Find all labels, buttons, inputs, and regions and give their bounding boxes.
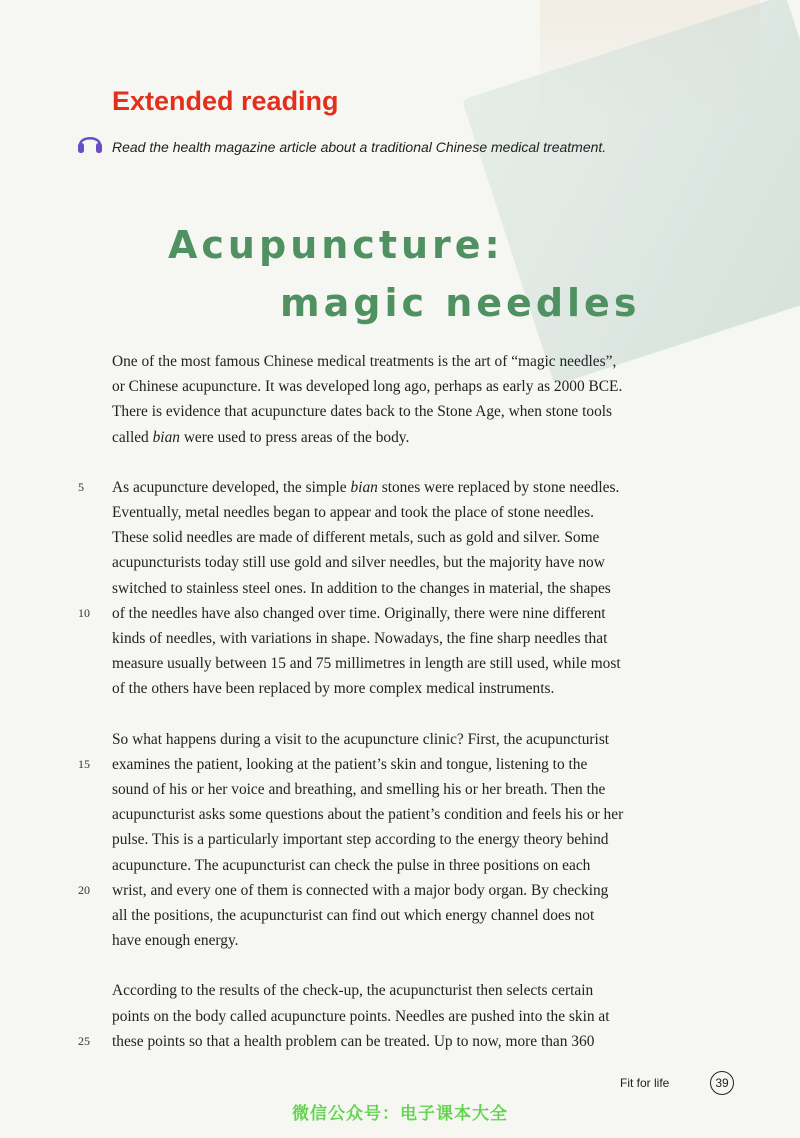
text-segment: acupuncturists today still use gold and silver needles, but the majority have now <box>112 554 605 572</box>
text-line <box>112 1004 682 1029</box>
text-segment: So what happens during a visit to the acupuncture clinic? First, the acupuncturist <box>112 730 610 748</box>
text-line <box>112 676 682 701</box>
article-paragraph <box>78 475 682 702</box>
text-line <box>112 374 682 399</box>
text-segment: acupuncturist asks some questions about the patient’s condition and feels his or her <box>112 806 624 824</box>
text-segment: of the others have been replaced by more complex medical instruments. <box>112 680 555 698</box>
text-line <box>112 626 682 651</box>
text-line <box>112 802 682 827</box>
text-segment: One of the most famous Chinese medical treatments is the art of “magic needles”, <box>112 353 617 370</box>
text-line <box>112 827 682 852</box>
text-line <box>112 500 682 525</box>
text-line <box>78 752 682 777</box>
headphones-icon[interactable] <box>76 130 104 156</box>
text-segment: these points so that a health problem can be treated. Up to now, more than 360 <box>112 1032 595 1050</box>
italic-term: bian <box>350 478 378 496</box>
article-paragraph <box>78 978 682 1054</box>
text-line <box>78 475 682 500</box>
text-line <box>112 525 682 550</box>
line-number: 20 <box>78 882 90 897</box>
text-line <box>78 878 682 903</box>
page-number: 39 <box>710 1071 734 1095</box>
text-segment: called <box>112 428 153 446</box>
text-segment: acupuncture. The acupuncturist can check the pulse in three positions on each <box>112 856 591 874</box>
text-segment: or Chinese acupuncture. It was developed long ago, perhaps as early as 2000 BCE. <box>112 378 623 396</box>
text-segment: examines the patient, looking at the patient’s skin and tongue, listening to the <box>112 755 588 773</box>
text-segment: sound of his or her voice and breathing, and smelling his or her breath. Then the <box>112 781 606 799</box>
watermark-text: 微信公众号：电子课本大全 <box>292 1104 508 1124</box>
text-line <box>78 601 682 626</box>
text-segment: As acupuncture developed, the simple <box>112 478 351 496</box>
text-line <box>112 399 682 424</box>
text-segment: There is evidence that acupuncture dates back to the Stone Age, when stone tools <box>112 403 613 421</box>
line-number: 10 <box>78 605 90 620</box>
text-line <box>112 425 682 450</box>
text-line <box>112 576 682 601</box>
italic-term: bian <box>152 428 180 446</box>
line-number: 5 <box>78 479 84 494</box>
reading-instruction: Read the health magazine article about a traditional Chinese medical treatment. <box>112 139 607 155</box>
line-number: 25 <box>78 1033 90 1048</box>
article-title-line-1: Acupuncture: <box>168 223 504 267</box>
line-number: 15 <box>78 756 90 771</box>
text-segment: of the needles have also changed over time. Originally, there were nine different <box>112 604 606 622</box>
text-line <box>112 928 682 953</box>
article-title-line-2: magic needles <box>280 281 641 325</box>
text-segment: stones were replaced by stone needles. <box>377 478 620 496</box>
article-paragraph <box>78 727 682 954</box>
article-title <box>0 216 800 332</box>
text-line <box>112 550 682 575</box>
text-segment: kinds of needles, with variations in shape. Nowadays, the fine sharp needles that <box>112 630 608 648</box>
text-segment: These solid needles are made of different metals, such as gold and silver. Some <box>112 529 600 547</box>
text-line <box>112 777 682 802</box>
text-segment: points on the body called acupuncture points. Needles are pushed into the skin at <box>112 1007 610 1025</box>
text-segment: were used to press areas of the body. <box>179 428 410 446</box>
text-line <box>78 1029 682 1054</box>
text-segment: Eventually, metal needles began to appear and took the place of stone needles. <box>112 504 594 522</box>
section-title: Extended reading <box>112 86 339 116</box>
text-segment: wrist, and every one of them is connected with a major body organ. By checking <box>112 881 609 899</box>
article-paragraph <box>112 349 682 450</box>
text-segment: switched to stainless steel ones. In addition to the changes in material, the shapes <box>112 579 611 597</box>
text-line <box>112 853 682 878</box>
article-body <box>78 349 682 1079</box>
text-segment: have enough energy. <box>112 932 239 950</box>
text-line <box>112 349 682 374</box>
text-line <box>112 903 682 928</box>
chapter-name: Fit for life <box>620 1076 670 1090</box>
text-segment: all the positions, the acupuncturist can find out which energy channel does not <box>112 907 595 925</box>
text-segment: pulse. This is a particularly important step according to the energy theory behind <box>112 831 609 849</box>
text-line <box>112 651 682 676</box>
text-segment: According to the results of the check-up, the acupuncturist then selects certain <box>112 982 594 1000</box>
text-line <box>112 978 682 1003</box>
text-segment: measure usually between 15 and 75 millimetres in length are still used, while most <box>112 655 621 673</box>
text-line <box>112 727 682 752</box>
